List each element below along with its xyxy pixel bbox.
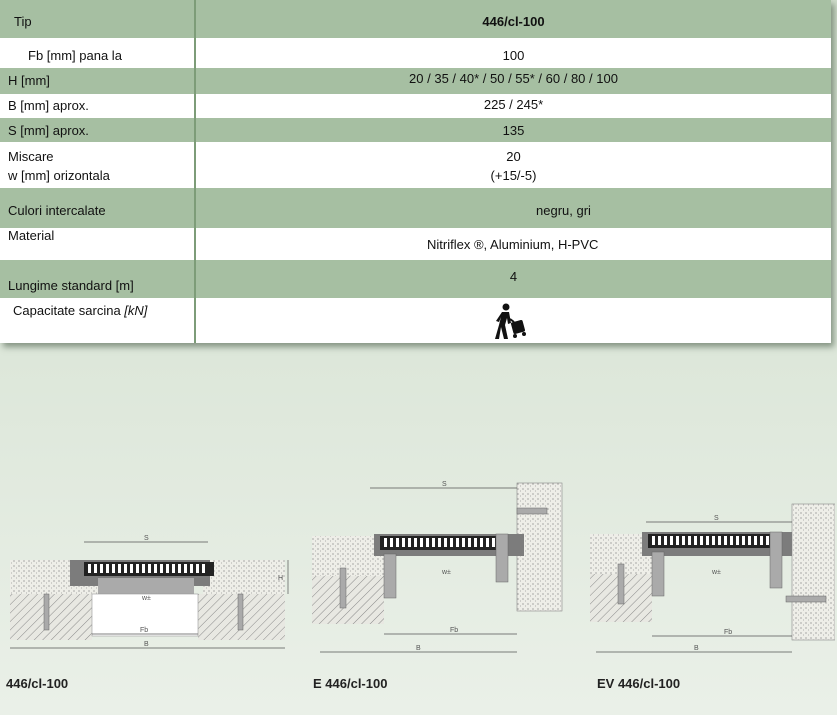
row-value-cell [196,38,831,68]
row-label: S [mm] aprox. [8,123,89,138]
row-label-line2: w [mm] orizontala [8,168,110,183]
header-value-cell [196,0,831,38]
table-row [0,118,831,142]
dim-b-label: B [416,645,421,652]
dim-s-label: S [144,535,149,542]
header-value: 446/cl-100 [482,14,545,29]
table-row [0,228,831,260]
table-row [0,188,831,228]
row-value: 100 [502,48,525,63]
dim-b-label: B [694,645,699,652]
table-row [0,94,831,118]
row-label-cell [0,142,196,188]
row-label-main: Capacitate sarcina [13,303,125,318]
row-label: Fb [mm] pana la [28,48,122,63]
row-value-cell [196,94,831,118]
dim-fb-label: Fb [450,627,459,634]
row-label-cell [0,38,196,68]
row-label-cell [0,118,196,142]
table-row [0,298,831,343]
dim-fb-label: Fb [724,629,733,636]
row-label: Material [8,228,55,243]
table-header-row [0,0,831,38]
section-diagram-446 [8,530,293,660]
spec-table [0,0,831,343]
table-row [0,260,831,298]
header-label-cell [0,0,196,38]
table-row [0,142,831,188]
row-label-cell [0,68,196,94]
table-row [0,68,831,94]
row-value: negru, gri [536,203,591,218]
row-label-cell [0,298,196,343]
dim-h-label: H [278,575,284,582]
table-row [0,38,831,68]
row-value-cell [196,260,831,298]
row-value-cell [196,298,831,343]
dim-w-label: w± [142,595,151,602]
diagram-caption-446: 446/cl-100 [6,676,69,691]
section-diagram-ev446 [590,502,835,662]
row-value-cell [196,188,831,228]
row-value-cell [196,228,831,260]
row-label-cell [0,260,196,298]
row-label: Culori intercalate [8,203,106,218]
row-value: 4 [509,269,518,284]
dim-w-label: w± [712,569,721,576]
row-value: Nitriflex ®, Aluminium, H-PVC [427,237,599,252]
row-value: 225 / 245* [483,97,544,112]
row-value: 135 [502,123,525,138]
dim-w-label: w± [442,569,451,576]
row-label-line1: Miscare [8,149,54,164]
row-label-cell [0,188,196,228]
row-label: B [mm] aprox. [8,98,89,113]
diagram-caption-ev446: EV 446/cl-100 [597,676,681,691]
diagram-caption-e446: E 446/cl-100 [313,676,388,691]
row-value: 20 / 35 / 40* / 50 / 55* / 60 / 80 / 100 [409,71,618,86]
section-diagram-e446 [312,478,564,664]
row-value-cell [196,118,831,142]
dim-b-label: B [144,641,149,648]
row-value-cell [196,142,831,188]
row-label-cell [0,94,196,118]
row-value-line2: (+15/-5) [490,168,537,183]
row-label [13,303,147,318]
row-label-unit: [kN] [124,303,148,318]
dim-s-label: S [442,481,447,488]
row-label: Lungime standard [m] [8,278,134,293]
row-value-cell [196,68,831,94]
dim-fb-label: Fb [140,627,149,634]
pedestrian-with-luggage-icon [494,303,528,341]
row-label: H [mm] [8,73,50,88]
dim-s-label: S [714,515,719,522]
row-label-cell [0,228,196,260]
header-label: Tip [14,14,32,29]
row-value-line1: 20 [506,149,521,164]
